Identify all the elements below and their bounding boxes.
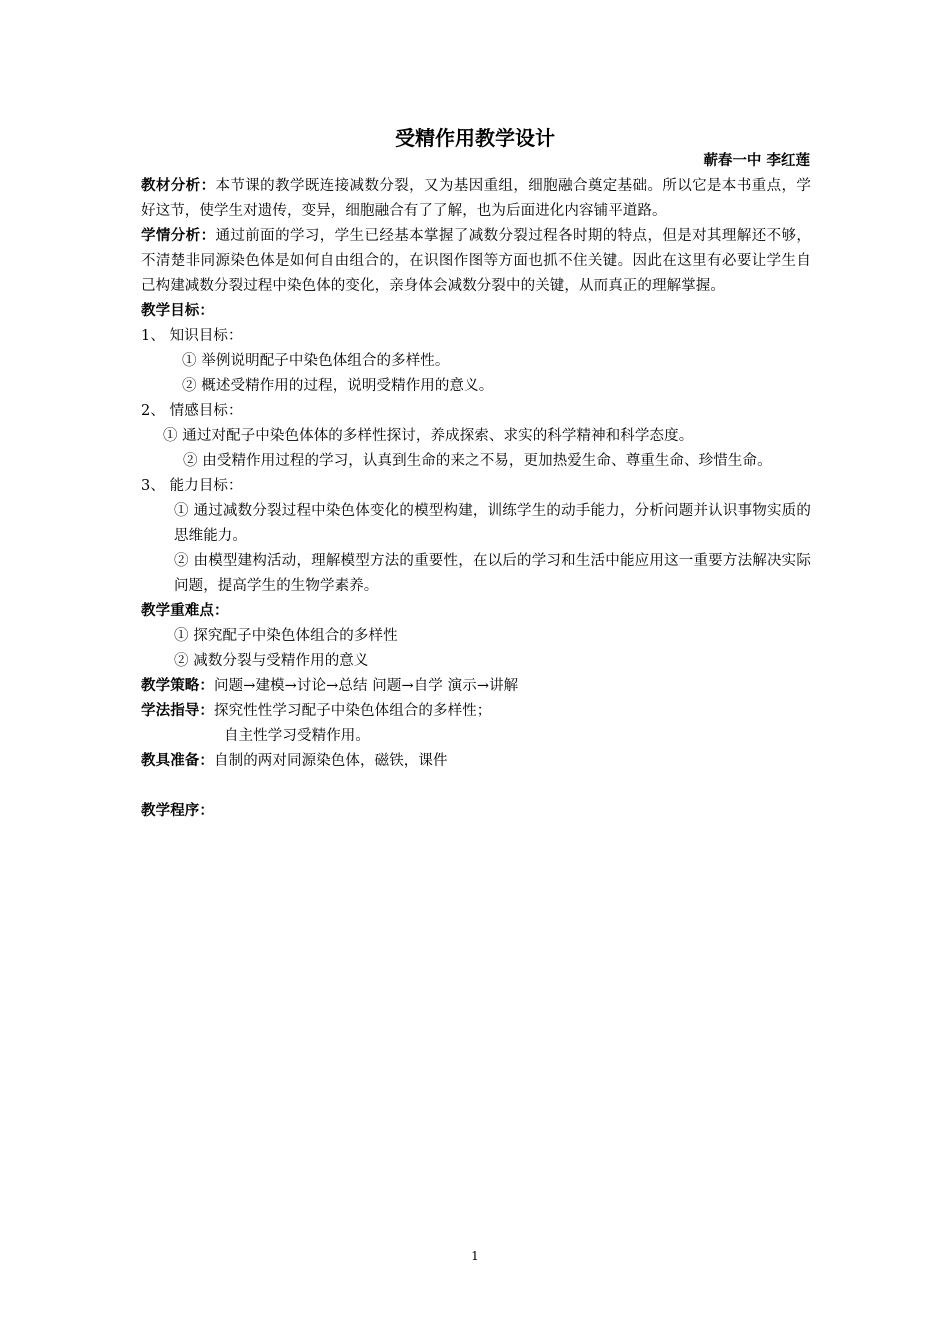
students-text: 通过前面的学习，学生已经基本掌握了减数分裂过程各时期的特点，但是对其理解还不够，不清楚非同源染色体是如何自由组合的，在识图作图等方面也抓不住关键。因此在这里有必要让学生自己构建减数分裂过程中染色体的变化，亲身体会减数分裂中的关键，从而真正的理解掌握。 [141,228,812,294]
analysis-paragraph [141,174,811,224]
goals-label: 教学目标： [141,303,214,319]
keypoint-item-1: ① 探究配子中染色体组合的多样性 [174,628,398,644]
emotion-item-1: ① 通过对配子中染色体体的多样性探讨，养成探索、求实的科学精神和科学态度。 [163,428,694,444]
method-line-2: 自主性学习受精作用。 [224,728,370,744]
method-label: 学法指导： [141,703,214,719]
page-number: 1 [471,1249,479,1263]
emotion-heading: 2、 情感目标： [141,403,243,419]
ability-item-2: ② 由模型建构活动，理解模型方法的重要性，在以后的学习和生活中能应用这一重要方法解决实际问题，提高学生的生物学素养。 [174,553,811,594]
method-paragraph [141,699,811,724]
knowledge-heading: 1、 知识目标： [141,328,243,344]
document-title: 受精作用教学设计 [395,126,555,150]
method-line-1: 探究性性学习配子中染色体组合的多样性； [214,703,492,719]
strategy-label: 教学策略： [141,678,214,694]
students-label: 学情分析： [141,228,216,244]
tools-paragraph [141,749,811,774]
students-paragraph [141,224,811,299]
keypoints-label: 教学重难点： [141,603,229,619]
procedure-label: 教学程序： [141,803,214,819]
analysis-label: 教材分析： [141,178,216,194]
strategy-text: 问题→建模→讨论→总结 问题→自学 演示→讲解 [214,678,519,694]
knowledge-item-2: ② 概述受精作用的过程，说明受精作用的意义。 [182,378,494,394]
ability-heading: 3、 能力目标： [141,478,243,494]
tools-text: 自制的两对同源染色体，磁铁，课件 [214,753,448,769]
emotion-item-2: ② 由受精作用过程的学习，认真到生命的来之不易，更加热爱生命、尊重生命、珍惜生命。 [183,453,772,469]
blank-line [141,774,811,799]
strategy-paragraph [141,674,811,699]
tools-label: 教具准备： [141,753,214,769]
ability-item-1: ① 通过减数分裂过程中染色体变化的模型构建，训练学生的动手能力，分析问题并认识事物实质的思维能力。 [174,503,811,544]
keypoint-item-2: ② 减数分裂与受精作用的意义 [174,653,369,669]
knowledge-item-1: ① 举例说明配子中染色体组合的多样性。 [182,353,450,369]
document-body [141,174,811,824]
analysis-text: 本节课的教学既连接减数分裂，又为基因重组，细胞融合奠定基础。所以它是本书重点，学好这节，使学生对遗传，变异，细胞融合有了了解，也为后面进化内容铺平道路。 [141,178,812,219]
author-line: 蕲春一中 李红莲 [703,153,810,169]
